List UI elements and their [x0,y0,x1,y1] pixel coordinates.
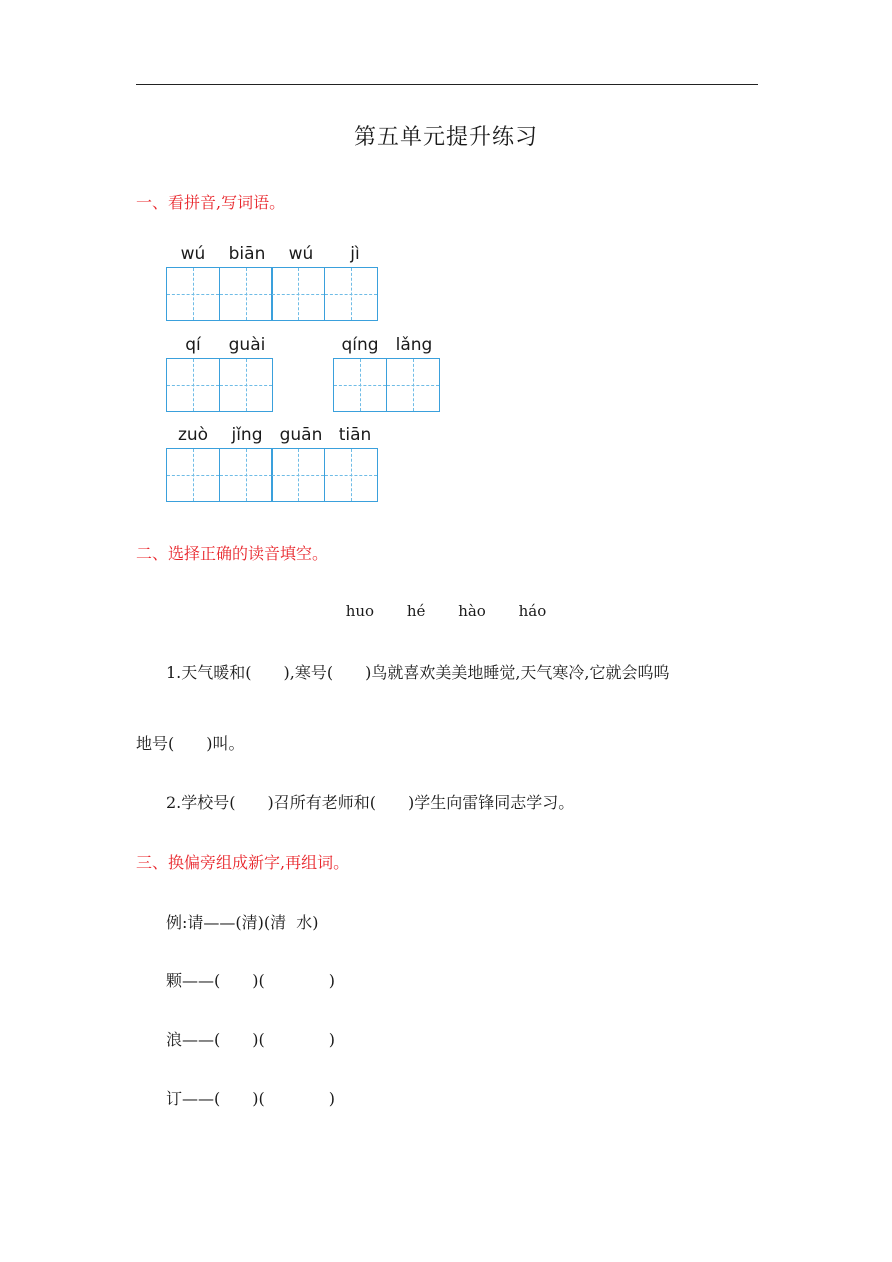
option: hào [458,602,486,620]
writing-cell[interactable] [324,267,378,321]
pinyin: tiān [338,425,372,445]
pinyin: guān [279,425,323,445]
writing-cell[interactable] [324,448,378,502]
section-heading-3: 三、换偏旁组成新字,再组词。 [136,853,350,872]
pronunciation-options [0,602,892,620]
writing-cell[interactable] [166,358,220,412]
section-heading-1: 一、看拼音,写词语。 [136,193,286,212]
pinyin: jǐng [231,425,263,445]
writing-grid-2 [166,358,273,412]
exercise-item: 订——( )( ) [166,1089,335,1108]
writing-cell[interactable] [271,448,325,502]
page-title: 第五单元提升练习 [353,125,538,150]
pinyin: wú [180,244,206,264]
writing-cell[interactable] [166,267,220,321]
exercise-item: 浪——( )( ) [166,1030,335,1049]
writing-cell[interactable] [166,448,220,502]
pinyin-row-2 [166,335,274,355]
example-line: 例:请——(清)(清 水) [166,913,319,932]
pinyin: qí [185,335,201,355]
writing-grid-3 [333,358,440,412]
pinyin: wú [288,244,314,264]
section-heading-2: 二、选择正确的读音填空。 [136,544,329,563]
question-1-line-1: 1.天气暖和( ),寒号( )鸟就喜欢美美地睡觉,天气寒冷,它就会呜呜 [166,663,670,682]
writing-grid-1 [166,267,378,321]
writing-cell[interactable] [386,358,440,412]
pinyin-row-3 [333,335,441,355]
top-rule [136,84,758,85]
pinyin: zuò [177,425,209,445]
pinyin: jì [350,244,360,264]
writing-grid-4 [166,448,378,502]
option: háo [518,602,547,620]
writing-cell[interactable] [219,448,273,502]
writing-cell[interactable] [219,267,273,321]
pinyin: qíng [341,335,379,355]
exercise-item: 颗——( )( ) [166,971,335,990]
writing-cell[interactable] [271,267,325,321]
writing-cell[interactable] [333,358,387,412]
option: hé [406,602,426,620]
question-2: 2.学校号( )召所有老师和( )学生向雷锋同志学习。 [166,793,575,812]
pinyin: guài [228,335,266,355]
writing-cell[interactable] [219,358,273,412]
pinyin: biān [228,244,266,264]
pinyin-row-1 [166,244,382,264]
question-1-line-2: 地号( )叫。 [136,734,245,753]
pinyin: lǎng [395,335,433,355]
option: huo [345,602,375,620]
pinyin-row-4 [166,425,382,445]
